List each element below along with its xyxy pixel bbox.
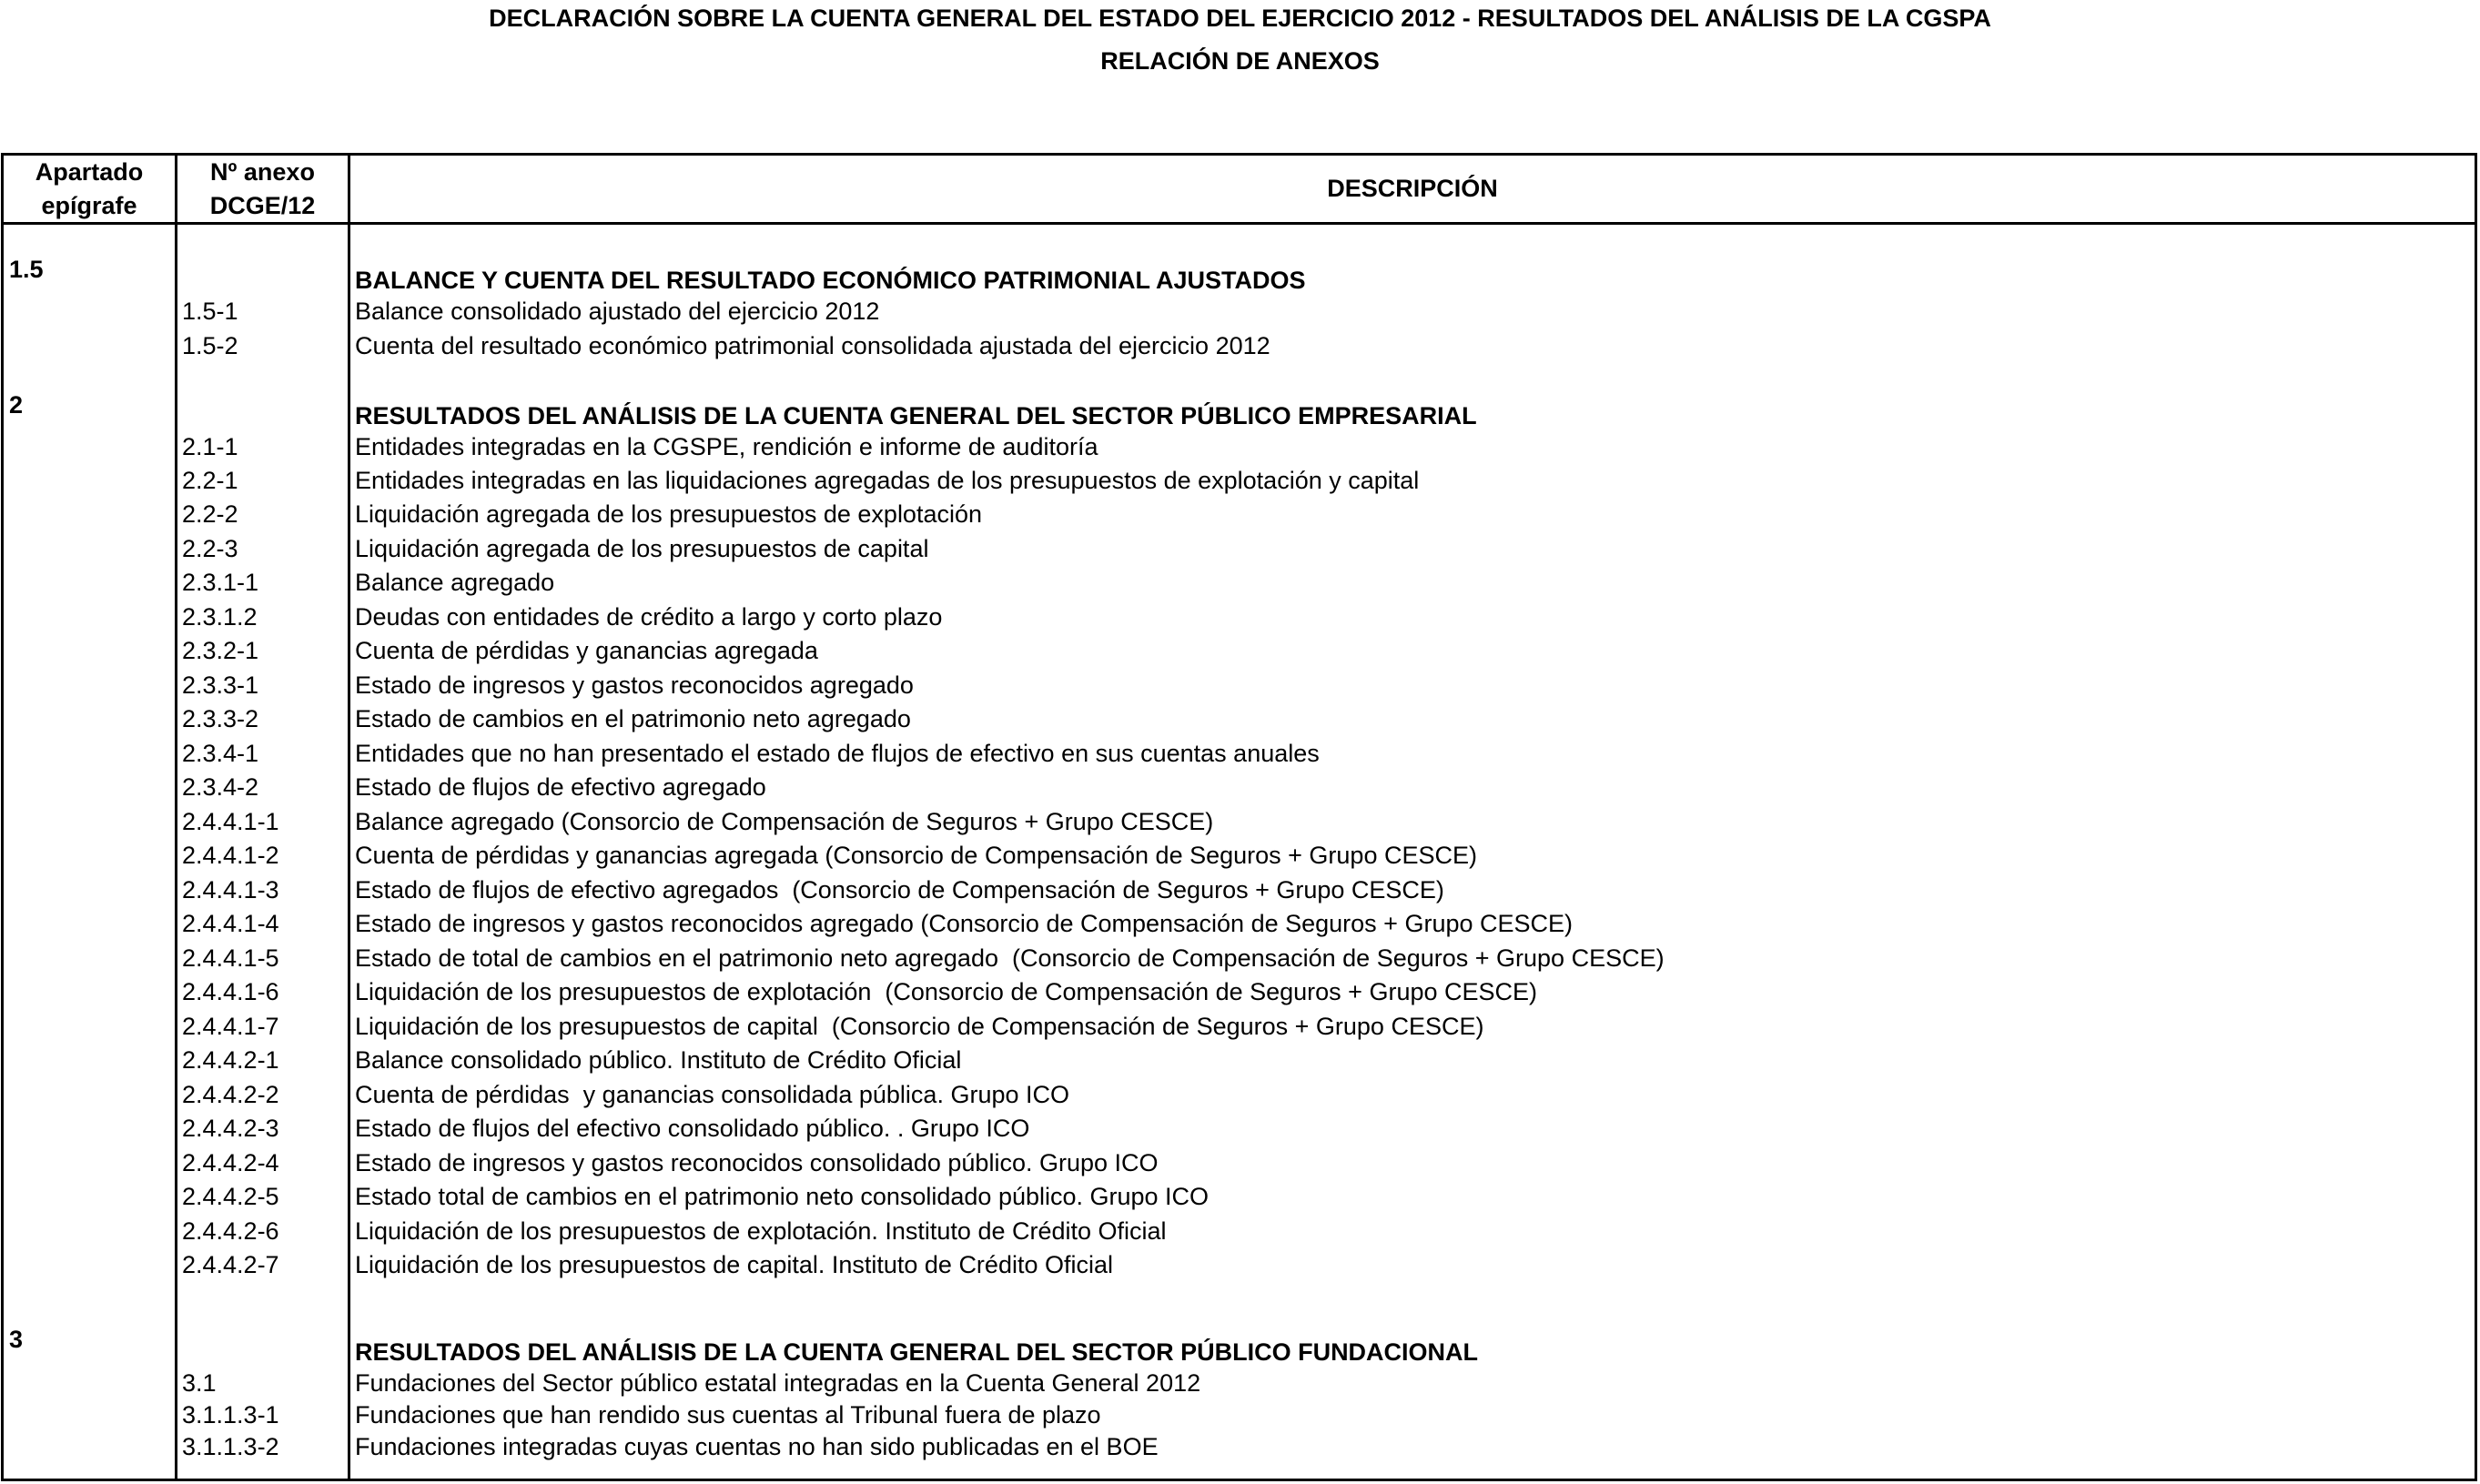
section-row	[4, 1336, 2475, 1369]
header-anexo-line2: DCGE/12	[209, 191, 316, 219]
anexo-cell: 2.4.4.1-5	[182, 944, 279, 972]
anexo-cell: 2.3.4-2	[182, 773, 259, 801]
header-divider	[4, 222, 2475, 225]
table-row	[4, 805, 2475, 839]
document-title: DECLARACIÓN SOBRE LA CUENTA GENERAL DEL ESTADO DEL EJERCICIO 2012 - RESULTADOS DEL ANÁLISIS DE LA CGSPA	[489, 5, 1991, 32]
table-row	[4, 942, 2475, 975]
anexo-cell: 2.2-1	[182, 467, 238, 494]
anexo-cell: 2.4.4.1-1	[182, 808, 279, 835]
anexo-cell: 2.3.3-2	[182, 705, 259, 732]
anexo-cell: 2.3.4-1	[182, 740, 259, 767]
descripcion-cell: Estado de ingresos y gastos reconocidos agregado	[355, 671, 914, 699]
descripcion-cell: Fundaciones del Sector público estatal integradas en la Cuenta General 2012	[355, 1369, 1201, 1397]
anexo-cell: 3.1.1.3-2	[182, 1433, 279, 1460]
descripcion-cell: Liquidación agregada de los presupuestos de capital	[355, 535, 929, 562]
descripcion-cell: Estado de ingresos y gastos reconocidos consolidado público. Grupo ICO	[355, 1149, 1159, 1176]
table-row	[4, 1398, 2475, 1432]
anexo-cell: 2.4.4.2-6	[182, 1217, 279, 1245]
table-row	[4, 1248, 2475, 1282]
table-row	[4, 839, 2475, 873]
table-row	[4, 702, 2475, 736]
anexo-cell: 2.4.4.1-3	[182, 876, 279, 904]
anexo-cell: 3.1	[182, 1369, 217, 1397]
descripcion-cell: Entidades que no han presentado el estado de flujos de efectivo en sus cuentas anuales	[355, 740, 1320, 767]
table-row	[4, 771, 2475, 804]
descripcion-cell: Entidades integradas en la CGSPE, rendición e informe de auditoría	[355, 433, 1098, 460]
anexo-cell: 3.1.1.3-1	[182, 1401, 279, 1428]
table-row	[4, 430, 2475, 464]
descripcion-cell: Estado de ingresos y gastos reconocidos agregado (Consorcio de Compensación de Seguros + Grupo CESCE)	[355, 910, 1574, 937]
section-title: RESULTADOS DEL ANÁLISIS DE LA CUENTA GENERAL DEL SECTOR PÚBLICO FUNDACIONAL	[355, 1338, 1479, 1366]
apartado-cell: 2	[9, 391, 24, 419]
apartado-cell: 1.5	[9, 256, 44, 283]
header-apartado-line1: Apartado	[35, 157, 144, 186]
anexo-cell: 2.3.1.2	[182, 603, 258, 631]
descripcion-cell: Balance agregado (Consorcio de Compensación de Seguros + Grupo CESCE)	[355, 808, 1214, 835]
descripcion-cell: Estado de flujos del efectivo consolidado público. . Grupo ICO	[355, 1115, 1030, 1142]
descripcion-cell: Balance consolidado público. Instituto de Crédito Oficial	[355, 1046, 962, 1074]
descripcion-cell: Liquidación agregada de los presupuestos de explotación	[355, 500, 983, 528]
document-subtitle: RELACIÓN DE ANEXOS	[1100, 47, 1380, 75]
descripcion-cell: Estado de flujos de efectivo agregado	[355, 773, 766, 801]
descripcion-cell: Estado de flujos de efectivo agregados (Consorcio de Compensación de Seguros + Grupo CESCE)	[355, 876, 1444, 904]
table-row	[4, 1044, 2475, 1077]
header-apartado	[4, 156, 175, 222]
table-row	[4, 532, 2475, 566]
anexo-cell: 2.4.4.2-2	[182, 1081, 279, 1108]
anexo-cell: 2.4.4.1-7	[182, 1013, 279, 1040]
anexo-cell: 2.1-1	[182, 433, 238, 460]
descripcion-cell: Fundaciones integradas cuyas cuentas no han sido publicadas en el BOE	[355, 1433, 1159, 1460]
anexo-cell: 2.4.4.2-4	[182, 1149, 279, 1176]
descripcion-cell: Cuenta de pérdidas y ganancias agregada	[355, 637, 818, 664]
section-title: RESULTADOS DEL ANÁLISIS DE LA CUENTA GENERAL DEL SECTOR PÚBLICO EMPRESARIAL	[355, 402, 1477, 429]
descripcion-cell: Liquidación de los presupuestos de capital (Consorcio de Compensación de Seguros + Grupo CESCE)	[355, 1013, 1484, 1040]
descripcion-cell: Cuenta de pérdidas y ganancias consolidada pública. Grupo ICO	[355, 1081, 1069, 1108]
table-row	[4, 601, 2475, 634]
header-descripcion-label: DESCRIPCIÓN	[1327, 175, 1498, 202]
descripcion-cell: Fundaciones que han rendido sus cuentas al Tribunal fuera de plazo	[355, 1401, 1101, 1428]
descripcion-cell: Entidades integradas en las liquidaciones agregadas de los presupuestos de explotación y capital	[355, 467, 1420, 494]
table-row	[4, 669, 2475, 702]
table-row	[4, 1215, 2475, 1248]
header-anexo-line1: Nº anexo	[210, 157, 315, 186]
table-row	[4, 1430, 2475, 1464]
section-row	[4, 399, 2475, 433]
anexo-cell: 2.4.4.2-1	[182, 1046, 279, 1074]
table-row	[4, 295, 2475, 328]
table-row	[4, 975, 2475, 1009]
anexo-cell: 2.3.1-1	[182, 569, 259, 596]
table-row	[4, 737, 2475, 771]
anexo-cell: 2.3.3-1	[182, 671, 259, 699]
descripcion-cell: Balance consolidado ajustado del ejercicio 2012	[355, 298, 880, 325]
anexo-cell: 2.2-2	[182, 500, 238, 528]
descripcion-cell: Balance agregado	[355, 569, 555, 596]
header-anexo	[177, 156, 348, 222]
header-apartado-line2: epígrafe	[41, 191, 137, 219]
apartado-cell: 3	[9, 1326, 24, 1353]
table-row	[4, 566, 2475, 600]
anexo-cell: 2.3.2-1	[182, 637, 259, 664]
anexo-cell: 2.4.4.1-4	[182, 910, 279, 937]
table-row	[4, 873, 2475, 907]
descripcion-cell: Cuenta de pérdidas y ganancias agregada (Consorcio de Compensación de Seguros + Grupo CESCE)	[355, 842, 1477, 869]
anexo-cell: 2.2-3	[182, 535, 238, 562]
descripcion-cell: Deudas con entidades de crédito a largo y corto plazo	[355, 603, 943, 631]
descripcion-cell: Liquidación de los presupuestos de explotación (Consorcio de Compensación de Seguros + Grupo CESCE)	[355, 978, 1538, 1005]
anexo-cell: 2.4.4.2-3	[182, 1115, 279, 1142]
anexo-cell: 2.4.4.2-5	[182, 1183, 279, 1210]
section-row	[4, 264, 2475, 298]
anexo-cell: 1.5-2	[182, 332, 238, 359]
descripcion-cell: Estado total de cambios en el patrimonio neto consolidado público. Grupo ICO	[355, 1183, 1210, 1210]
table-row	[4, 1112, 2475, 1146]
table-row	[4, 1367, 2475, 1400]
section-title: BALANCE Y CUENTA DEL RESULTADO ECONÓMICO PATRIMONIAL AJUSTADOS	[355, 267, 1306, 294]
table-row	[4, 634, 2475, 668]
descripcion-cell: Liquidación de los presupuestos de explotación. Instituto de Crédito Oficial	[355, 1217, 1167, 1245]
table-row	[4, 1078, 2475, 1112]
descripcion-cell: Estado de cambios en el patrimonio neto agregado	[355, 705, 911, 732]
header-descripcion	[350, 156, 2475, 222]
anexo-cell: 2.4.4.1-6	[182, 978, 279, 1005]
table-row	[4, 1180, 2475, 1214]
anexo-cell: 2.4.4.2-7	[182, 1251, 279, 1278]
descripcion-cell: Cuenta del resultado económico patrimonial consolidada ajustada del ejercicio 2012	[355, 332, 1270, 359]
table-row	[4, 1146, 2475, 1180]
table-row	[4, 498, 2475, 531]
table-row	[4, 907, 2475, 941]
anexo-cell: 2.4.4.1-2	[182, 842, 279, 869]
table-row	[4, 464, 2475, 498]
table-row	[4, 329, 2475, 363]
anexo-cell: 1.5-1	[182, 298, 238, 325]
descripcion-cell: Estado de total de cambios en el patrimonio neto agregado (Consorcio de Compensación de Seguros + Grupo CESCE)	[355, 944, 1665, 972]
table-row	[4, 1010, 2475, 1044]
annex-table	[1, 153, 2477, 1481]
descripcion-cell: Liquidación de los presupuestos de capital. Instituto de Crédito Oficial	[355, 1251, 1113, 1278]
